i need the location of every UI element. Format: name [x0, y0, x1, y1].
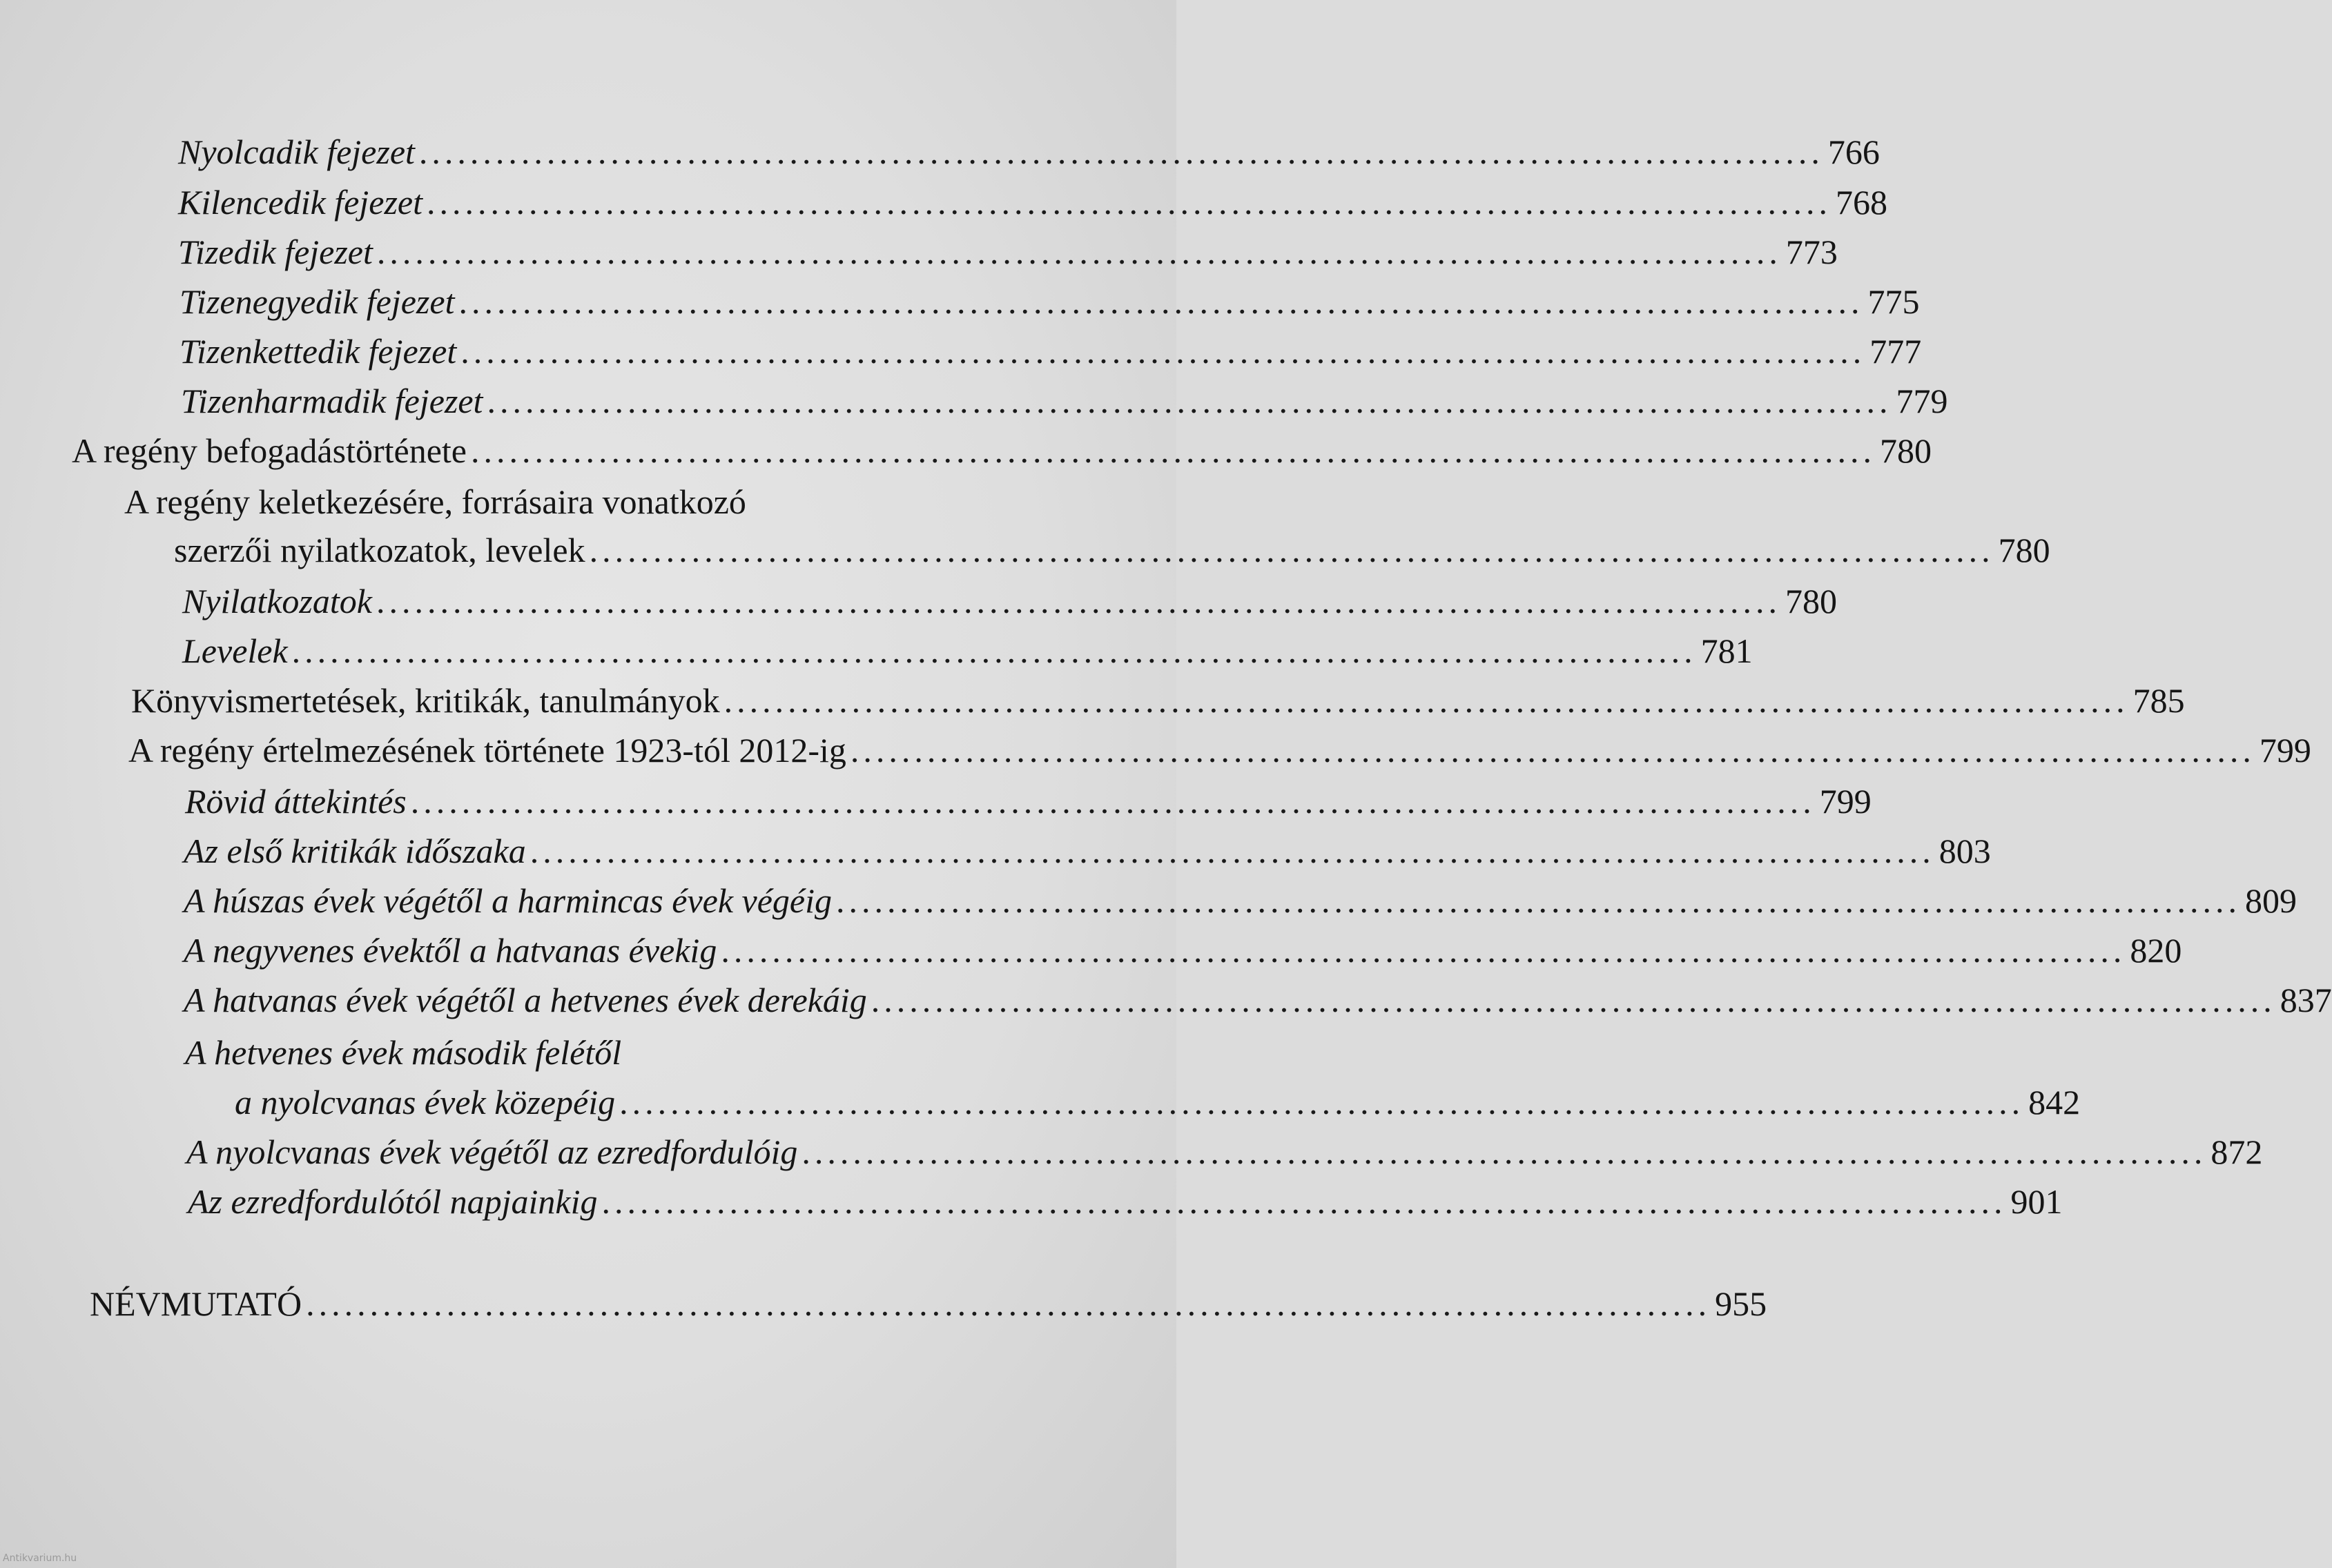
- toc-leader-dots: ..............................................................................................................: [487, 382, 1892, 420]
- toc-entry: [188, 1182, 2063, 1221]
- toc-entry-page: 820: [2130, 931, 2182, 970]
- toc-entry-title: Tizedik fejezet: [178, 233, 373, 271]
- toc-entry: [184, 832, 1991, 870]
- toc-entry-title: a nyolcvanas évek közepéig: [235, 1083, 616, 1121]
- toc-entry-title: A regény befogadástörténete: [72, 431, 467, 470]
- toc-entry-title: Az ezredfordulótól napjainkig: [188, 1182, 598, 1221]
- toc-entry: [128, 731, 2311, 770]
- toc-entry-page: 809: [2245, 881, 2297, 920]
- toc-entry: [90, 1284, 1767, 1323]
- toc-entry-page: 777: [1869, 332, 1922, 371]
- toc-entry-page: 775: [1867, 282, 1920, 321]
- toc-entry-title: Tizenkettedik fejezet: [179, 332, 457, 371]
- toc-entry-title: A regény keletkezésére, forrásaira vonatkozó: [124, 482, 746, 521]
- toc-entry: [174, 531, 2050, 569]
- toc-leader-dots: ..............................................................................................................: [601, 1182, 2007, 1221]
- toc-leader-dots: ..............................................................................................................: [529, 832, 1935, 870]
- toc-leader-dots: ..............................................................................................................: [460, 332, 1866, 371]
- toc-leader-dots: ..............................................................................................................: [306, 1284, 1711, 1323]
- toc-entry: [182, 582, 1837, 620]
- toc-entry-page: 799: [2259, 731, 2311, 770]
- toc-leader-dots: ..............................................................................................................: [589, 531, 1994, 569]
- toc-entry-title: Könyvismertetések, kritikák, tanulmányok: [131, 681, 720, 720]
- toc-entry-page: 872: [2210, 1133, 2263, 1171]
- toc-entry-page: 766: [1827, 133, 1880, 171]
- toc-entry-title: Tizenharmadik fejezet: [181, 382, 483, 420]
- toc-entry-page: 837: [2280, 981, 2332, 1019]
- toc-entry-title: A húszas évek végétől a harmincas évek végéig: [184, 881, 832, 920]
- toc-entry: [185, 782, 1872, 821]
- toc-entry-page: 781: [1700, 631, 1753, 670]
- toc-entry-title: szerzői nyilatkozatok, levelek: [174, 531, 585, 569]
- toc-leader-dots: ..............................................................................................................: [418, 133, 1824, 171]
- toc-leader-dots: ..............................................................................................................: [619, 1083, 2025, 1121]
- toc-entry-title: A nyolcvanas évek végétől az ezredfordulóig: [186, 1133, 798, 1171]
- toc-leader-dots: ..............................................................................................................: [801, 1133, 2207, 1171]
- toc-entry-page: 803: [1939, 832, 1991, 870]
- toc-entry-page: 768: [1836, 183, 1888, 222]
- toc-leader-dots: ..............................................................................................................: [458, 282, 1864, 321]
- toc-entry-page: 955: [1715, 1284, 1767, 1323]
- toc-entry-title: A hetvenes évek második felétől: [185, 1033, 622, 1072]
- toc-entry-title: Levelek: [182, 631, 288, 670]
- toc-entry: [184, 981, 2332, 1019]
- toc-entry-page: 780: [1785, 582, 1837, 620]
- toc-leader-dots: ..............................................................................................................: [721, 931, 2126, 970]
- toc-entry-title: Rövid áttekintés: [185, 782, 407, 821]
- toc-entry: [184, 881, 2297, 920]
- toc-entry-page: 780: [1879, 431, 1932, 470]
- toc-entry: [184, 931, 2182, 970]
- toc-entry-title: Tizenegyedik fejezet: [179, 282, 455, 321]
- toc-entry-page: 785: [2132, 681, 2185, 720]
- toc-leader-dots: ..............................................................................................................: [376, 233, 1782, 271]
- watermark: Antikvarium.hu: [3, 1553, 77, 1564]
- toc-entry: [179, 282, 1920, 321]
- toc-entry-title: NÉVMUTATÓ: [90, 1284, 302, 1323]
- toc-entry: [181, 382, 1948, 420]
- toc-entry-page: 780: [1998, 531, 2050, 569]
- toc-leader-dots: ..............................................................................................................: [470, 431, 1876, 470]
- toc-entry-title: A negyvenes évektől a hatvanas évekig: [184, 931, 717, 970]
- toc-entry: [178, 133, 1880, 171]
- toc-leader-dots: ..............................................................................................................: [836, 881, 2241, 920]
- toc-entry: [235, 1083, 2081, 1121]
- toc-entry-title: Kilencedik fejezet: [178, 183, 423, 222]
- toc-entry-page: 799: [1819, 782, 1872, 821]
- toc-leader-dots: ..............................................................................................................: [871, 981, 2276, 1019]
- toc-entry: [182, 631, 1753, 670]
- toc-entry-title: Nyolcadik fejezet: [178, 133, 415, 171]
- toc-leader-dots: ..............................................................................................................: [410, 782, 1816, 821]
- toc-entry-page: 779: [1896, 382, 1948, 420]
- toc-leader-dots: ..............................................................................................................: [427, 183, 1832, 222]
- toc-entry-page: 773: [1785, 233, 1838, 271]
- toc-entry: [186, 1133, 2263, 1171]
- toc-entry: [178, 233, 1838, 271]
- toc-entry-title: Nyilatkozatok: [182, 582, 372, 620]
- toc-entry: [179, 332, 1922, 371]
- toc-leader-dots: ..............................................................................................................: [376, 582, 1781, 620]
- toc-leader-dots: ..............................................................................................................: [850, 731, 2255, 770]
- toc-entry: [178, 183, 1888, 222]
- toc-entry-title: A hatvanas évek végétől a hetvenes évek derekáig: [184, 981, 867, 1019]
- toc-leader-dots: ..............................................................................................................: [723, 681, 2129, 720]
- toc-entry-title: A regény értelmezésének története 1923-tól 2012-ig: [128, 731, 846, 770]
- toc-entry: [72, 431, 1932, 470]
- toc-entry-title: Az első kritikák időszaka: [184, 832, 526, 870]
- toc-entry-page: 842: [2028, 1083, 2081, 1121]
- toc-entry-page: 901: [2010, 1182, 2063, 1221]
- toc-entry: [131, 681, 2185, 720]
- toc-leader-dots: ..............................................................................................................: [291, 631, 1697, 670]
